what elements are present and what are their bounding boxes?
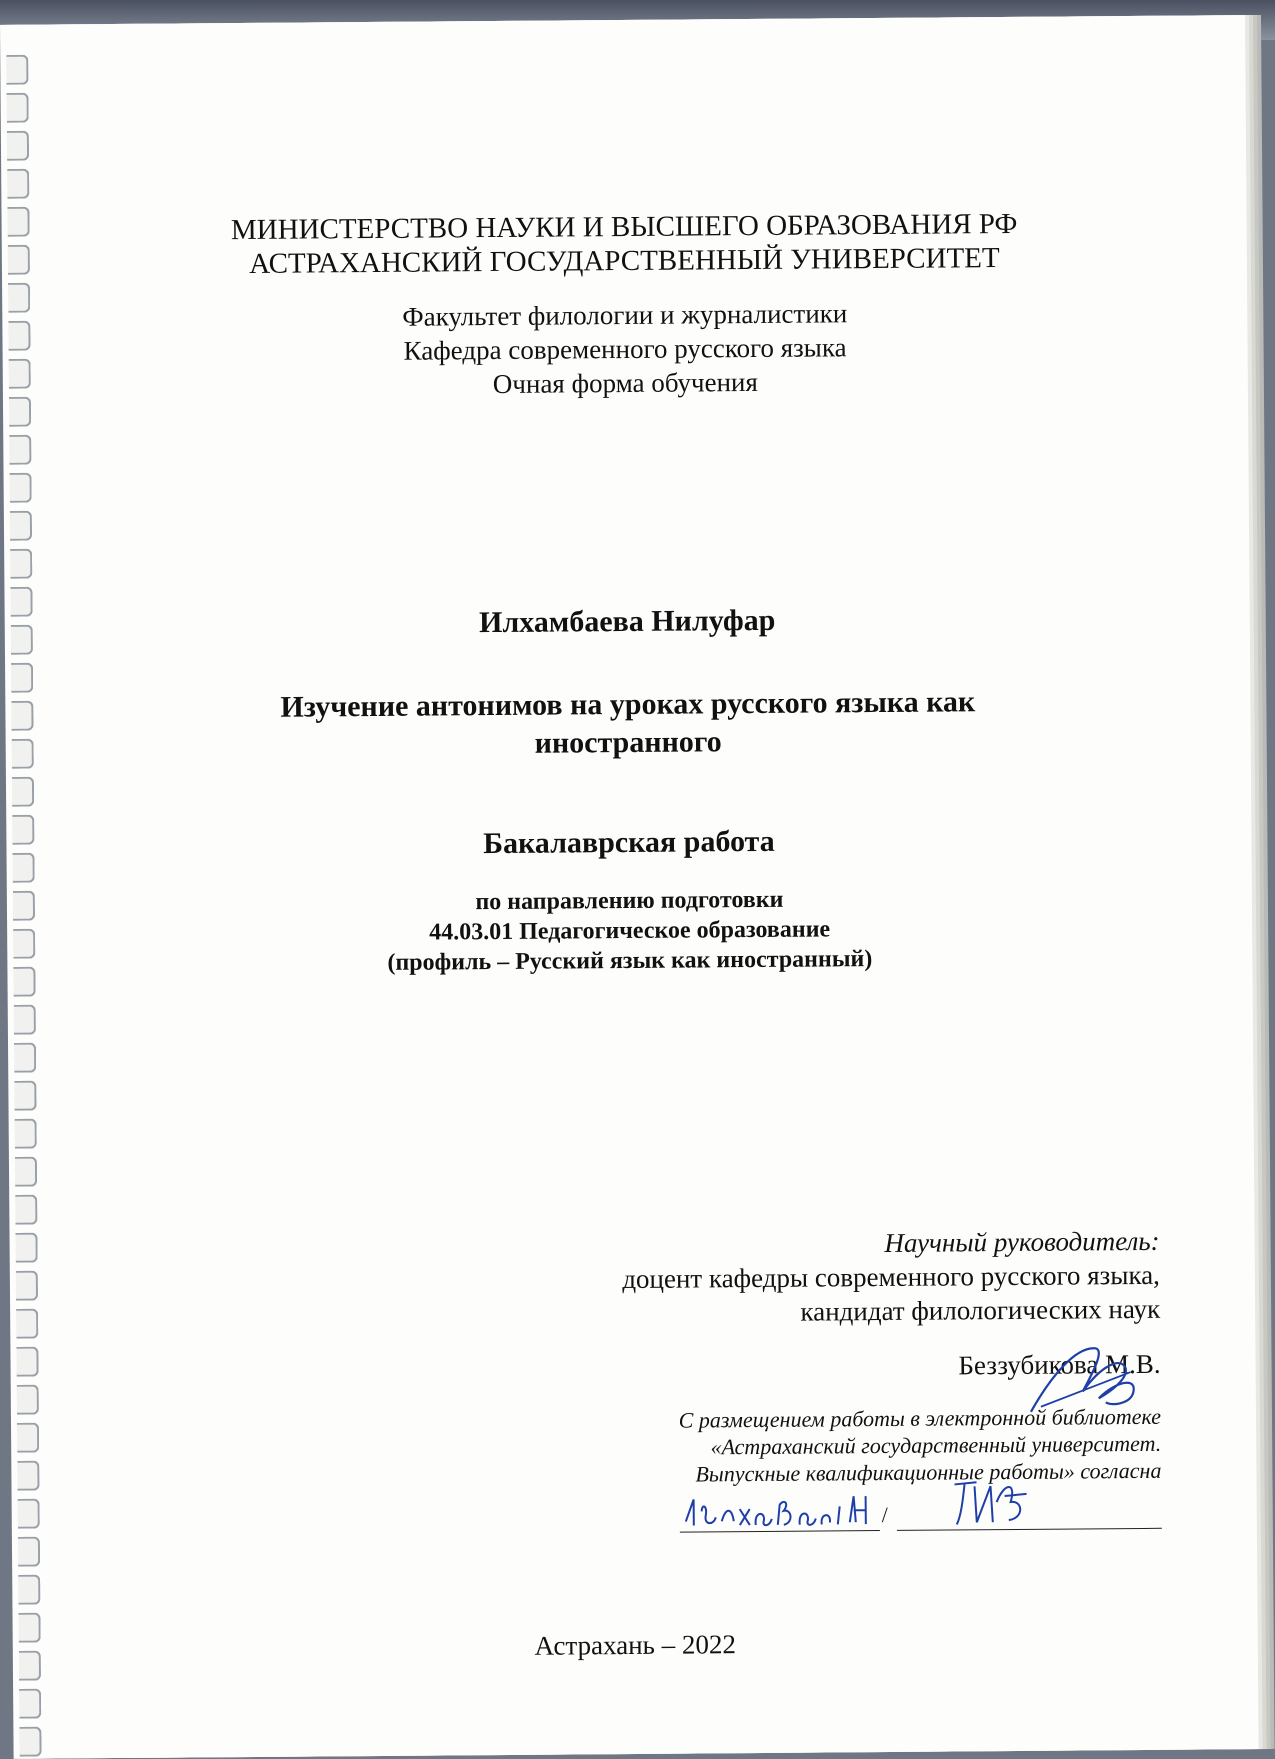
city-year: Астрахань – 2022 — [534, 1629, 737, 1661]
binding-ring — [18, 1499, 40, 1529]
binding-ring — [15, 1195, 37, 1225]
binding-ring — [17, 1385, 39, 1415]
binding-ring — [14, 1081, 36, 1111]
binding-ring — [9, 435, 31, 465]
supervisor-position: доцент кафедры современного русского языка, — [622, 1259, 1160, 1295]
author-name: Илхамбаева Нилуфар — [478, 603, 776, 640]
binding-ring — [7, 169, 29, 199]
title-page — [0, 15, 1259, 1759]
binding-ring — [18, 1537, 40, 1567]
study-direction — [7, 881, 1253, 981]
direction-line1: по направлению подготовки — [475, 886, 784, 916]
signature-separator: / — [881, 1501, 888, 1528]
binding-ring — [17, 1423, 39, 1453]
binding-ring — [7, 131, 29, 161]
thesis-title-line1: Изучение антонимов на уроках русского языка как — [280, 685, 976, 724]
consent-line2: «Астраханский государственный университет. — [710, 1430, 1162, 1460]
binding-ring — [7, 93, 29, 123]
binding-ring — [12, 777, 34, 807]
supervisor-name: Беззубикова М.В. — [958, 1348, 1161, 1381]
consent-line3: Выпускные квалификационные работы» согласна — [695, 1457, 1162, 1487]
binding-ring — [14, 1005, 36, 1035]
binding-ring — [15, 1157, 37, 1187]
supervisor-degree: кандидат филологических наук — [800, 1293, 1161, 1327]
binding-ring — [11, 663, 33, 693]
student-handwritten-name — [679, 1480, 879, 1542]
binding-ring — [17, 1461, 39, 1491]
work-type: Бакалаврская работа — [483, 824, 775, 861]
thesis-title-line2: иностранного — [534, 725, 722, 760]
binding-ring — [15, 1119, 37, 1149]
binding-ring — [10, 549, 32, 579]
ministry-name: МИНИСТЕРСТВО НАУКИ И ВЫСШЕГО ОБРАЗОВАНИЯ РФ — [230, 207, 1018, 247]
university-name: АСТРАХАНСКИЙ ГОСУДАРСТВЕННЫЙ УНИВЕРСИТЕТ — [248, 242, 1000, 280]
department-name: Кафедра современного русского языка — [403, 332, 847, 366]
binding-ring — [16, 1271, 38, 1301]
direction-line2: 44.03.01 Педагогическое образование — [429, 916, 831, 946]
library-consent — [679, 1403, 1162, 1488]
institution-header — [2, 205, 1247, 283]
thesis-title — [5, 681, 1251, 767]
supervisor-role: Научный руководитель: — [884, 1225, 1160, 1258]
faculty-block — [2, 293, 1248, 405]
binding-ring — [10, 511, 32, 541]
binding-ring — [19, 1689, 41, 1719]
binding-ring — [10, 473, 32, 503]
student-signature — [946, 1472, 1036, 1533]
faculty-name: Факультет филологии и журналистики — [402, 298, 848, 332]
binding-ring — [16, 1233, 38, 1263]
binding-ring — [16, 1309, 38, 1339]
study-form: Очная форма обучения — [492, 366, 758, 400]
binding-ring — [6, 55, 28, 85]
binding-ring — [19, 1727, 41, 1757]
binding-ring — [18, 1575, 40, 1605]
consent-line1: С размещением работы в электронной библиотеке — [678, 1403, 1162, 1433]
direction-line3: (профиль – Русский язык как иностранный) — [387, 946, 873, 976]
binding-ring — [14, 1043, 36, 1073]
binding-ring — [16, 1347, 38, 1377]
supervisor-block — [622, 1224, 1160, 1330]
